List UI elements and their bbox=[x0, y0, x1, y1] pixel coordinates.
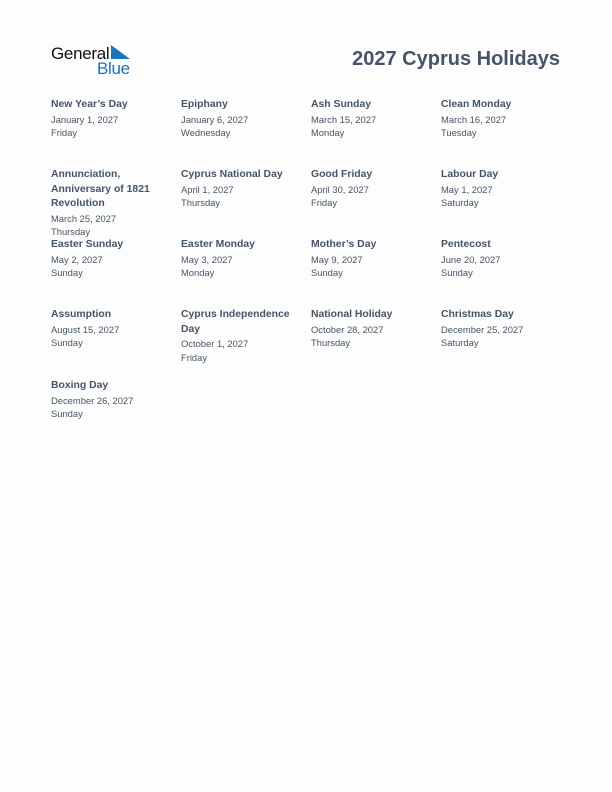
holiday-item bbox=[181, 168, 299, 210]
holiday-date: June 20, 2027 bbox=[441, 253, 501, 265]
holiday-item bbox=[51, 308, 169, 350]
holiday-item bbox=[51, 238, 169, 280]
holiday-name: Boxing Day bbox=[51, 380, 109, 391]
page-title: 2027 Cyprus Holidays bbox=[352, 48, 560, 70]
holiday-name: Pentecost bbox=[441, 239, 491, 250]
holiday-date: May 2, 2027 bbox=[51, 253, 103, 265]
holiday-name: Ash Sunday bbox=[311, 99, 372, 110]
holiday-date: March 15, 2027 bbox=[311, 113, 377, 125]
holiday-weekday: Friday bbox=[51, 127, 78, 138]
holiday-item bbox=[311, 168, 429, 210]
holiday-weekday: Thursday bbox=[181, 197, 221, 208]
holiday-item bbox=[181, 308, 299, 364]
holiday-weekday: Sunday bbox=[311, 267, 343, 278]
holiday-item bbox=[181, 238, 299, 280]
holiday-date: October 28, 2027 bbox=[311, 323, 384, 335]
holiday-name: Epiphany bbox=[181, 99, 228, 110]
holiday-name: Easter Sunday bbox=[51, 239, 124, 250]
holiday-date: December 26, 2027 bbox=[51, 394, 134, 406]
logo-text-general: General bbox=[51, 44, 110, 63]
holiday-item bbox=[441, 238, 559, 280]
holiday-date: January 6, 2027 bbox=[181, 113, 249, 125]
holiday-item bbox=[51, 379, 169, 421]
holiday-weekday: Sunday bbox=[441, 267, 473, 278]
holiday-date: May 3, 2027 bbox=[181, 253, 233, 265]
holiday-weekday: Sunday bbox=[51, 408, 83, 419]
holiday-name: Christmas Day bbox=[441, 309, 514, 320]
holiday-item bbox=[311, 308, 429, 350]
holiday-date: January 1, 2027 bbox=[51, 113, 119, 125]
holiday-name: Labour Day bbox=[441, 169, 499, 180]
holiday-name: Clean Monday bbox=[441, 99, 512, 110]
holiday-weekday: Thursday bbox=[51, 226, 91, 237]
holiday-item bbox=[311, 98, 429, 140]
holiday-name: Easter Monday bbox=[181, 239, 255, 250]
holiday-date: May 1, 2027 bbox=[441, 183, 493, 195]
holiday-name: National Holiday bbox=[311, 309, 393, 320]
holiday-item bbox=[181, 98, 299, 140]
holiday-weekday: Monday bbox=[311, 127, 345, 138]
holiday-weekday: Friday bbox=[181, 351, 208, 363]
holiday-weekday: Sunday bbox=[51, 337, 83, 348]
holiday-item bbox=[441, 308, 559, 350]
holiday-date: May 9, 2027 bbox=[311, 253, 363, 265]
holiday-weekday: Friday bbox=[311, 197, 338, 208]
holiday-item bbox=[441, 98, 559, 140]
holiday-item bbox=[311, 238, 429, 280]
holiday-weekday: Saturday bbox=[441, 337, 479, 348]
holiday-date: October 1, 2027 bbox=[181, 338, 249, 349]
holiday-weekday: Sunday bbox=[51, 267, 83, 278]
logo-triangle-icon bbox=[111, 45, 130, 59]
holiday-name: Annunciation, Anniversary of 1821 Revolution bbox=[51, 169, 150, 209]
holiday-weekday: Monday bbox=[181, 267, 215, 278]
holiday-item bbox=[51, 98, 169, 140]
holiday-name: Mother’s Day bbox=[311, 239, 377, 250]
holiday-name: Assumption bbox=[51, 309, 112, 320]
holiday-weekday: Saturday bbox=[441, 197, 479, 208]
holiday-weekday: Wednesday bbox=[181, 127, 231, 138]
generalblue-logo bbox=[51, 44, 141, 78]
holiday-name: Good Friday bbox=[311, 169, 373, 180]
holiday-item bbox=[441, 168, 559, 210]
holiday-weekday: Thursday bbox=[311, 337, 351, 348]
holiday-name: Cyprus National Day bbox=[181, 169, 283, 180]
holiday-name: Cyprus Independence Day bbox=[181, 309, 290, 335]
holiday-weekday: Tuesday bbox=[441, 127, 477, 138]
logo-text-blue: Blue bbox=[97, 59, 130, 78]
holiday-date: March 16, 2027 bbox=[441, 113, 507, 125]
holiday-date: April 1, 2027 bbox=[181, 183, 234, 195]
holiday-date: December 25, 2027 bbox=[441, 323, 524, 335]
holiday-name: New Year’s Day bbox=[51, 99, 128, 110]
holiday-date: April 30, 2027 bbox=[311, 183, 369, 195]
holiday-date: August 15, 2027 bbox=[51, 323, 120, 335]
holiday-item bbox=[51, 168, 169, 239]
holiday-date: March 25, 2027 bbox=[51, 212, 117, 224]
